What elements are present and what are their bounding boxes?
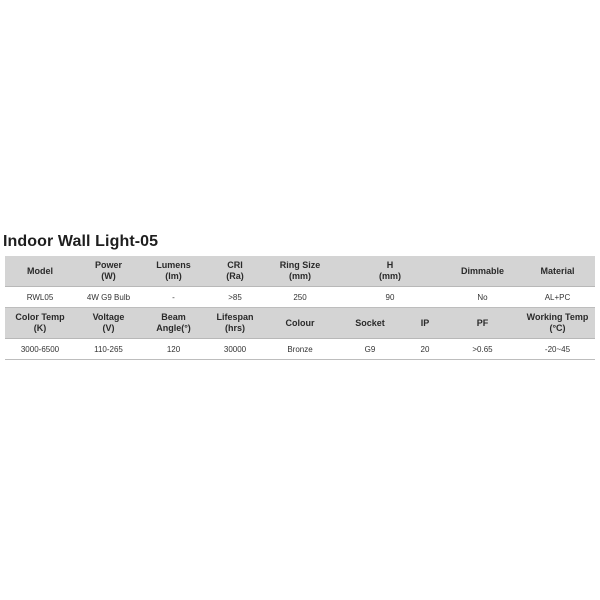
header-cell-material: Material <box>520 256 595 287</box>
value-cell-ring-size: 250 <box>265 287 335 308</box>
value-cell-pf: >0.65 <box>445 339 520 360</box>
value-cell-ip: 20 <box>405 339 445 360</box>
header-cell-ring-size: Ring Size (mm) <box>265 256 335 287</box>
value-cell-material: AL+PC <box>520 287 595 308</box>
value-cell-beam-angle: 120 <box>142 339 205 360</box>
header-cell-voltage: Voltage (V) <box>75 308 142 339</box>
value-cell-voltage: 110-265 <box>75 339 142 360</box>
value-cell-cri: >85 <box>205 287 265 308</box>
header-cell-h: H (mm) <box>335 256 445 287</box>
value-cell-working-temp: -20~45 <box>520 339 595 360</box>
header-cell-lifespan: Lifespan (hrs) <box>205 308 265 339</box>
spec-table <box>5 256 595 360</box>
header-cell-socket: Socket <box>335 308 405 339</box>
value-row-1 <box>5 287 595 308</box>
header-cell-ip: IP <box>405 308 445 339</box>
header-cell-working-temp: Working Temp (°C) <box>520 308 595 339</box>
header-cell-dimmable: Dimmable <box>445 256 520 287</box>
header-cell-lumens: Lumens (lm) <box>142 256 205 287</box>
value-cell-socket: G9 <box>335 339 405 360</box>
header-cell-cri: CRI (Ra) <box>205 256 265 287</box>
value-cell-h: 90 <box>335 287 445 308</box>
header-row-1 <box>5 256 595 287</box>
value-cell-colour: Bronze <box>265 339 335 360</box>
header-cell-pf: PF <box>445 308 520 339</box>
value-row-2 <box>5 339 595 360</box>
header-cell-colour: Colour <box>265 308 335 339</box>
header-cell-beam-angle: Beam Angle(°) <box>142 308 205 339</box>
value-cell-lumens: - <box>142 287 205 308</box>
value-cell-model: RWL05 <box>5 287 75 308</box>
value-cell-color-temp: 3000-6500 <box>5 339 75 360</box>
header-row-2 <box>5 308 595 339</box>
header-cell-color-temp: Color Temp (K) <box>5 308 75 339</box>
header-cell-model: Model <box>5 256 75 287</box>
page-title: Indoor Wall Light-05 <box>3 233 159 250</box>
header-cell-power: Power (W) <box>75 256 142 287</box>
value-cell-lifespan: 30000 <box>205 339 265 360</box>
value-cell-dimmable: No <box>445 287 520 308</box>
value-cell-power: 4W G9 Bulb <box>75 287 142 308</box>
